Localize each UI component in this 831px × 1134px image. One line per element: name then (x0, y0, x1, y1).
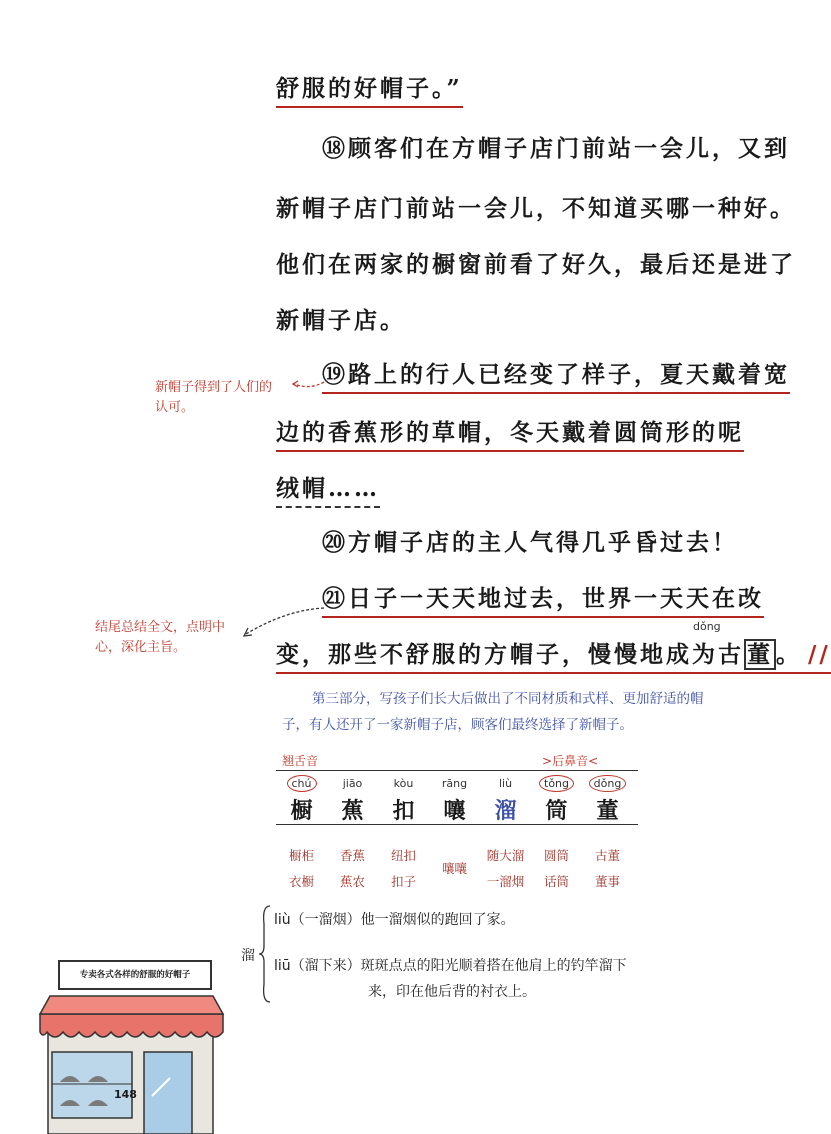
word-yichu: 衣橱 (288, 874, 314, 889)
paragraph-20: ⑳方帽子店的主人气得几乎昏过去！ (322, 529, 738, 556)
char-chu: 橱 (290, 798, 313, 824)
char-tong: 筒 (545, 798, 568, 824)
word-kouzi: 扣子 (390, 874, 416, 889)
shop-sign: 专卖各式各样的舒服的好帽子 (58, 960, 212, 990)
summary-line-2: 子，有人还开了一家新帽子店，顾客们最终选择了新帽子。 (282, 717, 633, 733)
paragraph-19-line-2: 边的香蕉形的草帽，冬天戴着圆筒形的呢 (276, 414, 744, 452)
paragraph-18-line-3: 他们在两家的橱窗前看了好久，最后还是进了 (276, 251, 796, 278)
text-line-1: 舒服的好帽子。” (276, 70, 463, 108)
pinyin-row (276, 774, 633, 792)
word-huatong: 话筒 (543, 874, 569, 889)
annotation-1-arrow (290, 372, 326, 392)
paragraph-21-text: 变，那些不舒服的方帽子，慢慢地成为古 (276, 641, 744, 668)
word-niukou: 纽扣 (390, 848, 416, 863)
label-back-nasal: >后鼻音< (542, 754, 599, 768)
period: 。 (776, 641, 802, 668)
paragraph-19-line-1: ⑲路上的行人已经变了样子，夏天戴着宽 (322, 356, 790, 394)
shop-building (40, 986, 230, 1134)
label-back-nasal-text: 后鼻音 (552, 754, 589, 768)
paragraph-18-line-4: 新帽子店。 (276, 307, 406, 334)
annotation-2-line-1: 结尾总结全文，点明中 (95, 620, 226, 635)
word-dongshi: 董事 (594, 874, 620, 889)
polyphone-char: 溜 (241, 948, 255, 964)
boxed-char-dong: 董 (744, 639, 776, 670)
character-row (276, 792, 633, 826)
pinyin-jiao: jiāo (342, 776, 363, 790)
word-xiangjiao: 香蕉 (339, 848, 365, 863)
word-suidaliu: 随大溜 (486, 848, 525, 863)
char-kou: 扣 (392, 798, 415, 824)
table-top-rule (276, 770, 638, 771)
pinyin-rang: rāng (441, 776, 468, 790)
pinyin-liu: liù (498, 776, 513, 790)
pinyin-tong: tǒng (539, 775, 574, 792)
paragraph-21-line-2 (276, 636, 831, 674)
paragraph-21-line-1: ㉑日子一天天地过去，世界一天天在改 (322, 580, 764, 618)
pinyin-chu: chú (287, 775, 317, 792)
section-summary (282, 686, 704, 738)
word-row-1 (276, 842, 633, 868)
annotation-1 (155, 378, 272, 418)
paragraph-18-line-1: ⑱顾客们在方帽子店门前站一会儿，又到 (322, 135, 790, 162)
annotation-1-line-2: 认可。 (155, 400, 195, 415)
hat-shop-illustration (40, 940, 230, 1134)
polyphone-reading-1: liù（一溜烟）他一溜烟似的跑回了家。 (274, 912, 515, 928)
paragraph-18-line-2: 新帽子店门前站一会儿，不知道买哪一种好。 (276, 195, 796, 222)
polyphone-reading-2-cont: 来，印在他后背的衬衣上。 (368, 984, 536, 1000)
brace-icon (258, 904, 272, 1004)
word-rangrang: 嚷嚷 (441, 861, 467, 876)
char-jiao: 蕉 (341, 798, 364, 824)
annotation-2-arrow (236, 604, 326, 644)
char-dong: 董 (596, 798, 619, 824)
word-yiliuyan: 一溜烟 (486, 874, 525, 889)
label-retroflex: 翘舌音 (282, 754, 319, 768)
word-chugui: 橱柜 (288, 848, 314, 863)
polyphone-reading-2: liū（溜下来）斑斑点点的阳光顺着搭在他肩上的钓竿溜下 (274, 958, 627, 974)
summary-line-1: 第三部分，写孩子们长大后做出了不同材质和式样、更加舒适的帽 (312, 691, 704, 707)
pinyin-dong-table: dǒng (589, 775, 627, 792)
word-yuantong: 圆筒 (543, 848, 569, 863)
annotation-2 (95, 618, 225, 658)
char-liu: 溜 (494, 798, 517, 824)
char-rang: 嚷 (443, 798, 466, 824)
section-break-mark: // (808, 641, 831, 668)
page-number: 148 (114, 1088, 137, 1101)
word-gudong: 古董 (594, 848, 620, 863)
annotation-2-line-2: 心，深化主旨。 (95, 640, 187, 655)
annotation-1-line-1: 新帽子得到了人们的 (155, 380, 273, 395)
pinyin-dong: dǒng (693, 620, 721, 633)
pinyin-kou: kòu (393, 776, 414, 790)
word-jiaonong: 蕉农 (339, 874, 365, 889)
paragraph-19-line-3: 绒帽…… (276, 470, 380, 508)
vocabulary-table (276, 774, 633, 894)
